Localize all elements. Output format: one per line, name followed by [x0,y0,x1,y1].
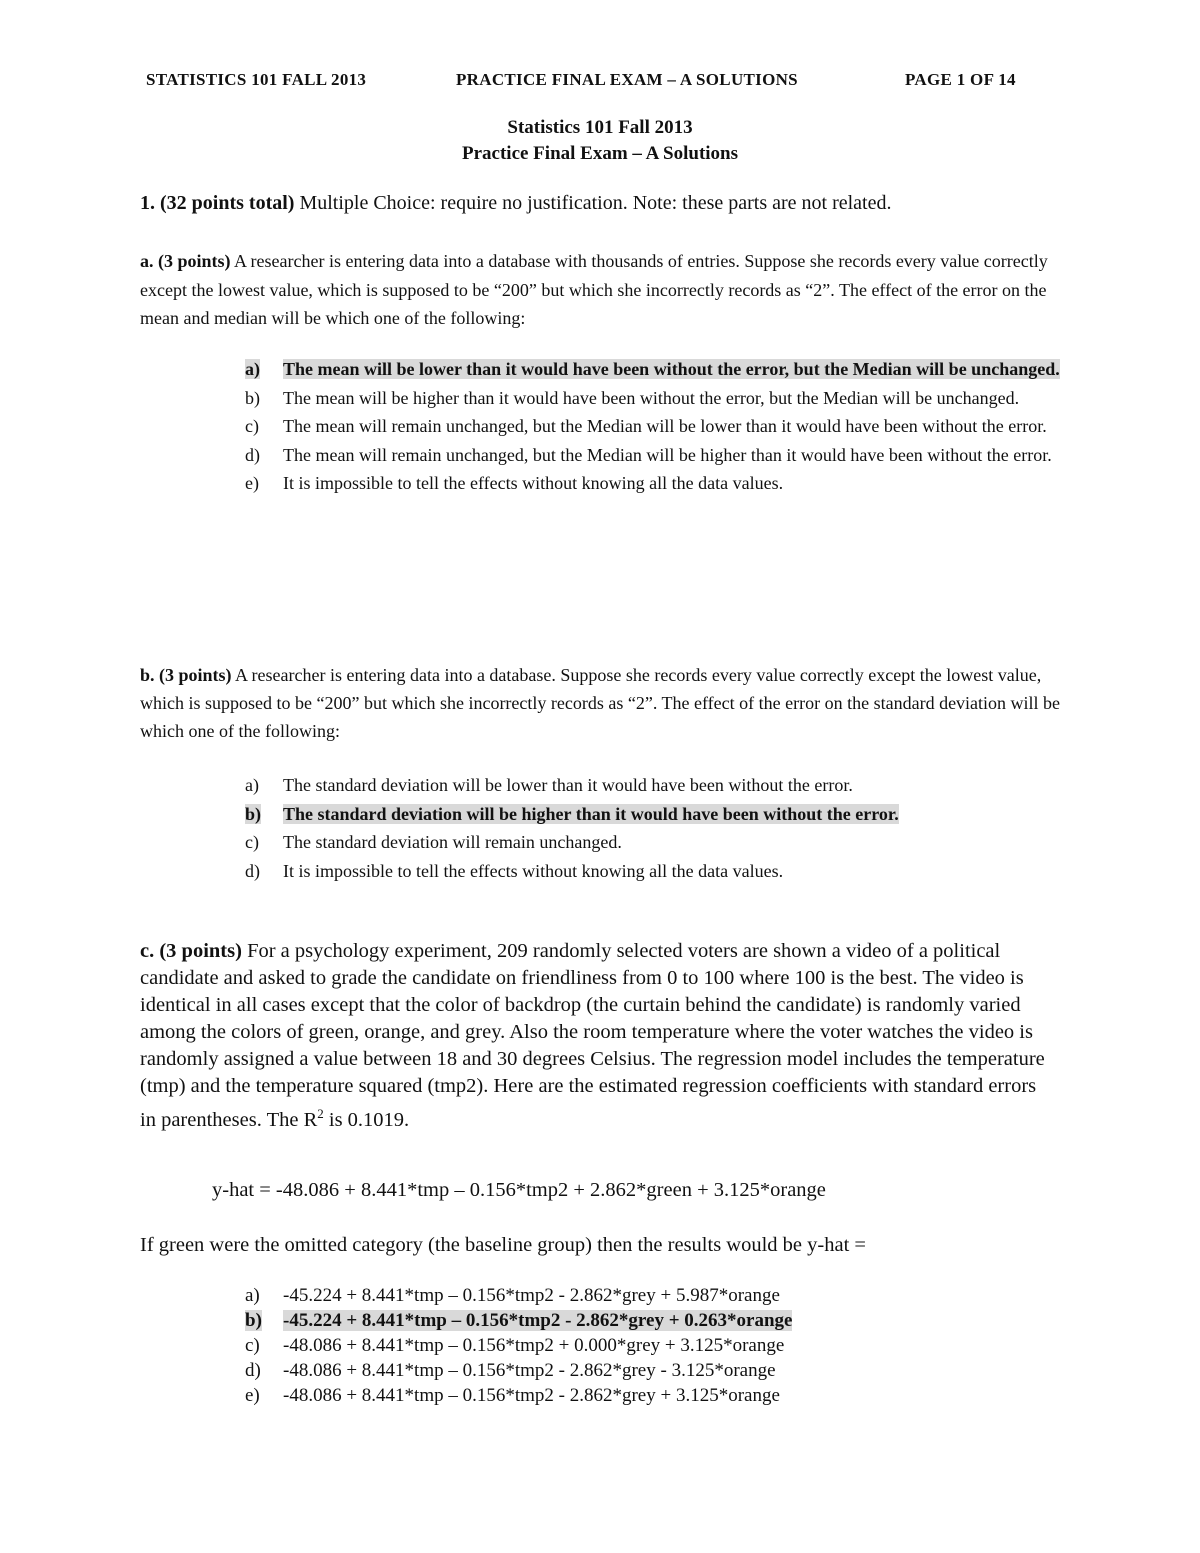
question-a-text: A researcher is entering data into a database with thousands of entries. Suppose she records every value correctly except the lowest value, which is supposed to be “200” but which she incorrectly records as “2”. The effect of the error on the mean and median will be which one of the following: [140,251,1048,328]
question-b-options [245,771,1065,885]
question-c-prompt: If green were the omitted category (the baseline group) then the results would be y-hat = [140,1234,866,1256]
option-b-c: c) The standard deviation will remain unchanged. [245,832,622,852]
question-c-text-end: is 0.1019. [323,1108,410,1131]
header-center: PRACTICE FINAL EXAM – A SOLUTIONS [456,70,798,89]
option-c-b-selected: b) -45.224 + 8.441*tmp – 0.156*tmp2 - 2.862*grey + 0.263*orange [245,1310,793,1331]
question-a [140,247,1060,333]
question-b-text: A researcher is entering data into a database. Suppose she records every value correctly except the lowest value, which is supposed to be “200” but which she incorrectly records as “2”. The effect of the error on the standard deviation will be which one of the following: [140,665,1061,741]
document-subtitle: Practice Final Exam – A Solutions [461,143,739,164]
question-b-label: b. (3 points) [140,665,232,685]
question-a-label: a. (3 points) [140,251,231,271]
option-c-d: d) -48.086 + 8.441*tmp – 0.156*tmp2 - 2.862*grey - 3.125*orange [245,1360,776,1381]
question-c-options [245,1283,1065,1408]
option-a-d: d) The mean will remain unchanged, but the Median will be higher than it would have been without the error. [245,444,1052,465]
option-c-e: e) -48.086 + 8.441*tmp – 0.156*tmp2 - 2.862*grey + 3.125*orange [245,1385,780,1406]
header-left: STATISTICS 101 FALL 2013 [146,70,367,89]
option-c-a: a) -45.224 + 8.441*tmp – 0.156*tmp2 - 2.862*grey + 5.987*orange [245,1285,780,1306]
header-page-number: PAGE 1 OF 14 [905,70,1016,89]
option-b-b-selected: b) The standard deviation will be higher than it would have been without the error. [245,803,899,824]
question-b [140,661,1065,745]
question-1-text: Multiple Choice: require no justification. Note: these parts are not related. [294,192,892,214]
option-a-e: e) It is impossible to tell the effects without knowing all the data values. [245,473,784,493]
question-c-text: For a psychology experiment, 209 randomly selected voters are shown a video of a political candidate and asked to grade the candidate on friendliness from 0 to 100 where 100 is the best. The video is identical in all cases except that the color of backdrop (the curtain behind the candidate) is randomly varied among the colors of green, orange, and grey. Also the room temperature where the voter watches the video is randomly assigned a value between 18 and 30 degrees Celsius. The regression model includes the temperature (tmp) and the temperature squared (tmp2). Here are the estimated regression coefficients with standard errors in parentheses. The R [140,940,1045,1131]
question-c-label: c. (3 points) [140,940,242,962]
option-b-d: d) It is impossible to tell the effects without knowing all the data values. [245,860,784,881]
option-b-a: a) The standard deviation will be lower than it would have been without the error. [245,775,853,795]
option-a-c: c) The mean will remain unchanged, but the Median will be lower than it would have been without the error. [245,416,1047,436]
question-1-intro [140,192,1065,215]
question-a-options [245,355,1065,498]
question-1-label: 1. (32 points total) [140,192,295,214]
regression-equation: y-hat = -48.086 + 8.441*tmp – 0.156*tmp2 + 2.862*green + 3.125*orange [212,1179,826,1201]
question-c [140,938,1055,1134]
option-a-a-selected: a) The mean will be lower than it would have been without the error, but the Median will be unchanged. [245,359,1060,379]
option-c-c: c) -48.086 + 8.441*tmp – 0.156*tmp2 + 0.000*grey + 3.125*orange [245,1335,785,1356]
r-squared-superscript: 2 [317,1106,324,1121]
option-a-b: b) The mean will be higher than it would have been without the error, but the Median will be unchanged. [245,387,1020,408]
document-title: Statistics 101 Fall 2013 [507,117,693,138]
